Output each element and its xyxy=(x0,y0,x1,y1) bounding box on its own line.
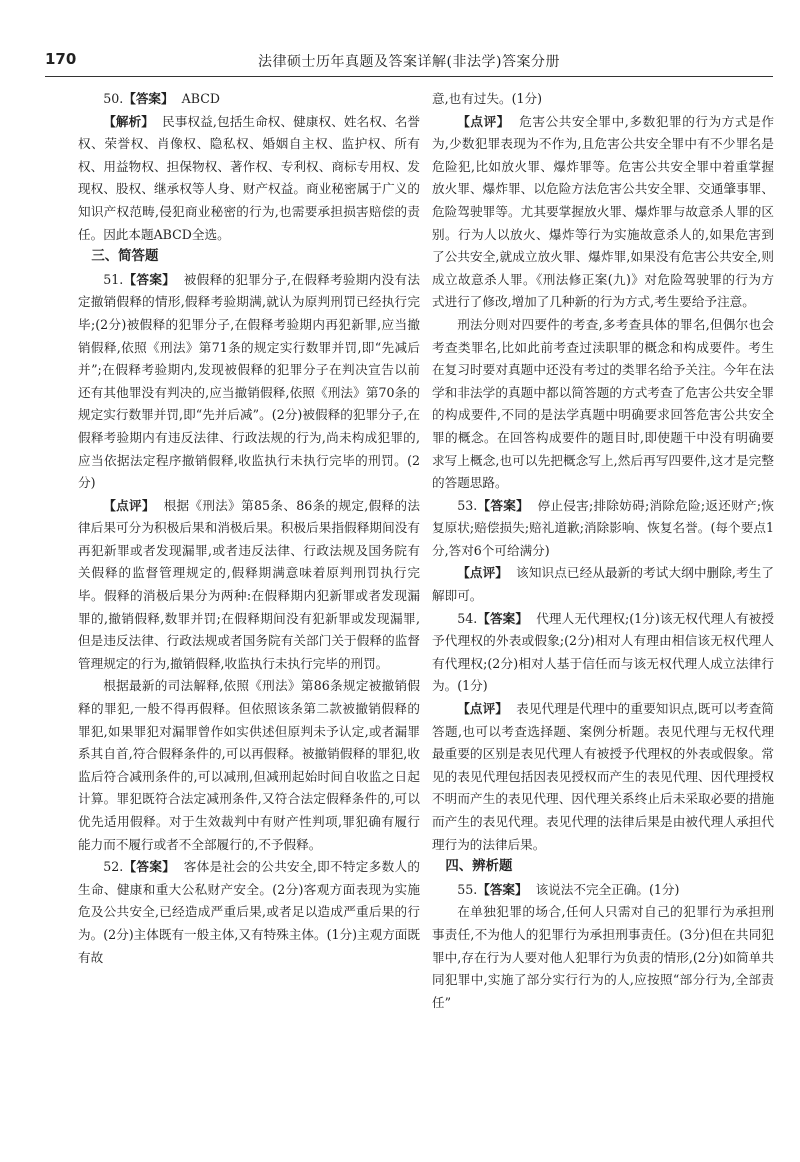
question-number: 52. xyxy=(103,859,124,875)
answer-text: 停止侵害;排除妨碍;消除危险;返还财产;恢复原状;赔偿损失;赔礼道歉;消除影响、恢复名誉。(每个要点1分,答对6个可给满分) xyxy=(432,497,774,558)
question-number: 55. xyxy=(457,881,478,897)
answer-tag: 【答案】 xyxy=(477,497,529,513)
comment-text: 该知识点已经从最新的考试大纲中删除,考生了解即可。 xyxy=(432,565,774,604)
q52-answer-continued: 意,也有过失。(1分) xyxy=(432,91,542,106)
left-column xyxy=(78,88,420,969)
running-title: 法律硕士历年真题及答案详解(非法学)答案分册 xyxy=(258,54,560,70)
answer-tag: 【答案】 xyxy=(123,859,176,875)
q55-extra: 在单独犯罪的场合,任何人只需对自己的犯罪行为承担刑事责任,不为他人的犯罪行为承担刑事责任。(3分)但在共同犯罪中,存在行为人要对他人犯罪行为负责的情形,(2分)如简单共同犯罪中,实施了部分实行行为的人,应按照“部分行为,全部责任” xyxy=(432,904,774,1010)
question-number: 53. xyxy=(457,497,478,513)
section-heading-discrimination: 四、辨析题 xyxy=(445,859,513,875)
answer-tag: 【答案】 xyxy=(477,610,529,626)
q52-comment xyxy=(432,111,774,314)
comment-text: 危害公共安全罪中,多数犯罪的行为方式是作为,少数犯罪表现为不作为,且危害公共安全罪中有不少罪名是危险犯,比如放火罪、爆炸罪等。危害公共安全罪中着重掌握放火罪、爆炸罪、以危险方法危害公共安全罪、交通肇事罪、危险驾驶罪等。尤其要掌握放火罪、爆炸罪与故意杀人罪的区别。行为人以放火、爆炸等行为实施故意杀人的,如果危害到了公共安全,就成立放火罪、爆炸罪,如果没有危害公共安全,则成立故意杀人罪。《刑法修正案(九)》对危险驾驶罪的行为方式进行了修改,增加了几种新的行为方式,考生要给予注意。 xyxy=(432,113,774,310)
answer-text: ABCD xyxy=(181,91,220,106)
answer-tag: 【答案】 xyxy=(477,881,528,897)
section-heading-short-answer: 三、简答题 xyxy=(91,249,159,265)
question-number: 50. xyxy=(103,91,124,106)
answer-text: 被假释的犯罪分子,在假释考验期内没有法定撤销假释的情形,假释考验期满,就认为原判刑罚已经执行完毕;(2分)被假释的犯罪分子,在假释考验期内再犯新罪,应当撤销假释,依照《刑法》第71条的规定实行数罪并罚,即“先减后并”;在假释考验期内,发现被假释的犯罪分子在判决宣告以前还有其他罪没有判决的,应当撤销假释,依照《刑法》第70条的规定实行数罪并罚,即“先并后减”。(2分)被假释的犯罪分子,在假释考验期内有违反法律、行政法规的行为,尚未构成犯罪的,应当依据法定程序撤销假释,收监执行未执行完毕的刑罚。(2分) xyxy=(78,271,420,491)
q51-extra: 根据最新的司法解释,依照《刑法》第86条规定被撤销假释的罪犯,一般不得再假释。但依照该条第二款被撤销假释的罪犯,如果罪犯对漏罪曾作如实供述但原判未予认定,或者漏罪系其自首,符合假释条件的,可以再假释。被撤销假释的罪犯,收监后符合减刑条件的,可以减刑,但减刑起始时间自收监之日起计算。罪犯既符合法定减刑条件,又符合法定假释条件的,可以优先适用假释。对于生效裁判中有财产性判项,罪犯确有履行能力而不履行或者不全部履行的,不予假释。 xyxy=(78,678,420,852)
comment-text: 表见代理是代理中的重要知识点,既可以考查简答题,也可以考查选择题、案例分析题。表见代理与无权代理最重要的区别是表见代理人有被授予代理权的外表或假象。常见的表见代理包括因表见授权而产生的表见代理、因代理授权不明而产生的表见代理、因代理关系终止后未采取必要的措施而产生的表见代理。表见代理的法律后果是由被代理人承担代理行为的法律后果。 xyxy=(432,701,774,852)
q54-comment xyxy=(432,698,774,856)
answer-tag: 【答案】 xyxy=(123,271,176,287)
q52-answer xyxy=(78,856,420,969)
q51-answer xyxy=(78,269,420,495)
answer-text: 客体是社会的公共安全,即不特定多数人的生命、健康和重大公私财产安全。(2分)客观方面表现为实施危及公共安全,已经造成严重后果,或者足以造成严重后果的行为。(2分)主体既有一般主体,又有特殊主体。(1分)主观方面既有故 xyxy=(78,859,420,965)
analysis-tag: 【解析】 xyxy=(103,113,154,129)
q52-extra: 刑法分则对四要件的考查,多考查具体的罪名,但偶尔也会考查类罪名,比如此前考查过渎职罪的概念和构成要件。考生在复习时要对真题中还没有考过的类罪名给予关注。今年在法学和非法学的真题中都以简答题的方式考查了危害公共安全罪的构成要件,不同的是法学真题中明确要求回答危害公共安全罪的概念。在回答构成要件的题目时,即使题干中没有明确要求写上概念,也可以先把概念写上,然后再写四要件,这才是完整的答题思路。 xyxy=(432,316,774,491)
comment-tag: 【点评】 xyxy=(457,565,508,581)
q50-analysis xyxy=(78,111,420,247)
answer-tag: 【答案】 xyxy=(123,91,174,106)
comment-tag: 【点评】 xyxy=(457,701,508,717)
comment-text: 根据《刑法》第85条、86条的规定,假释的法律后果可分为积极后果和消极后果。积极后果指假释期间没有再犯新罪或者发现漏罪,或者违反法律、行政法规及国务院有关假释的监督管理规定的,假释期满意味着原判刑罚执行完毕。假释的消极后果分为两种:在假释期内犯新罪或者发现漏罪的,撤销假释,数罪并罚;在假释期间没有犯新罪或发现漏罪,但是违反法律、行政法规或者国务院有关部门关于假释的监督管理规定的行为,撤销假释,收监执行未执行完毕的刑罚。 xyxy=(78,497,420,671)
q54-answer xyxy=(432,608,774,698)
q53-comment xyxy=(432,562,774,607)
q51-comment xyxy=(78,495,420,676)
question-number: 54. xyxy=(457,610,478,626)
comment-tag: 【点评】 xyxy=(103,497,155,513)
q53-answer xyxy=(432,495,774,563)
page-number: 170 xyxy=(45,50,77,68)
answer-text: 代理人无代理权;(1分)该无权代理人有被授予代理权的外表或假象;(2分)相对人有理由相信该无权代理人有代理权;(2分)相对人基于信任而与该无权代理人成立法律行为。(1分) xyxy=(432,610,774,694)
q55-answer xyxy=(432,879,774,902)
page-header xyxy=(45,36,773,77)
q50-answer xyxy=(78,88,420,111)
right-column xyxy=(432,88,774,1014)
analysis-text: 民事权益,包括生命权、健康权、姓名权、名誉权、荣誉权、肖像权、隐私权、婚姻自主权、监护权、所有权、用益物权、担保物权、著作权、专利权、商标专用权、发现权、股权、继承权等人身、财产权益。商业秘密属于广义的知识产权范畴,侵犯商业秘密的行为,也需要承担损害赔偿的责任。因此本题ABCD全选。 xyxy=(78,113,420,242)
question-number: 51. xyxy=(103,271,124,287)
comment-tag: 【点评】 xyxy=(457,113,510,129)
answer-text: 该说法不完全正确。(1分) xyxy=(535,881,680,897)
